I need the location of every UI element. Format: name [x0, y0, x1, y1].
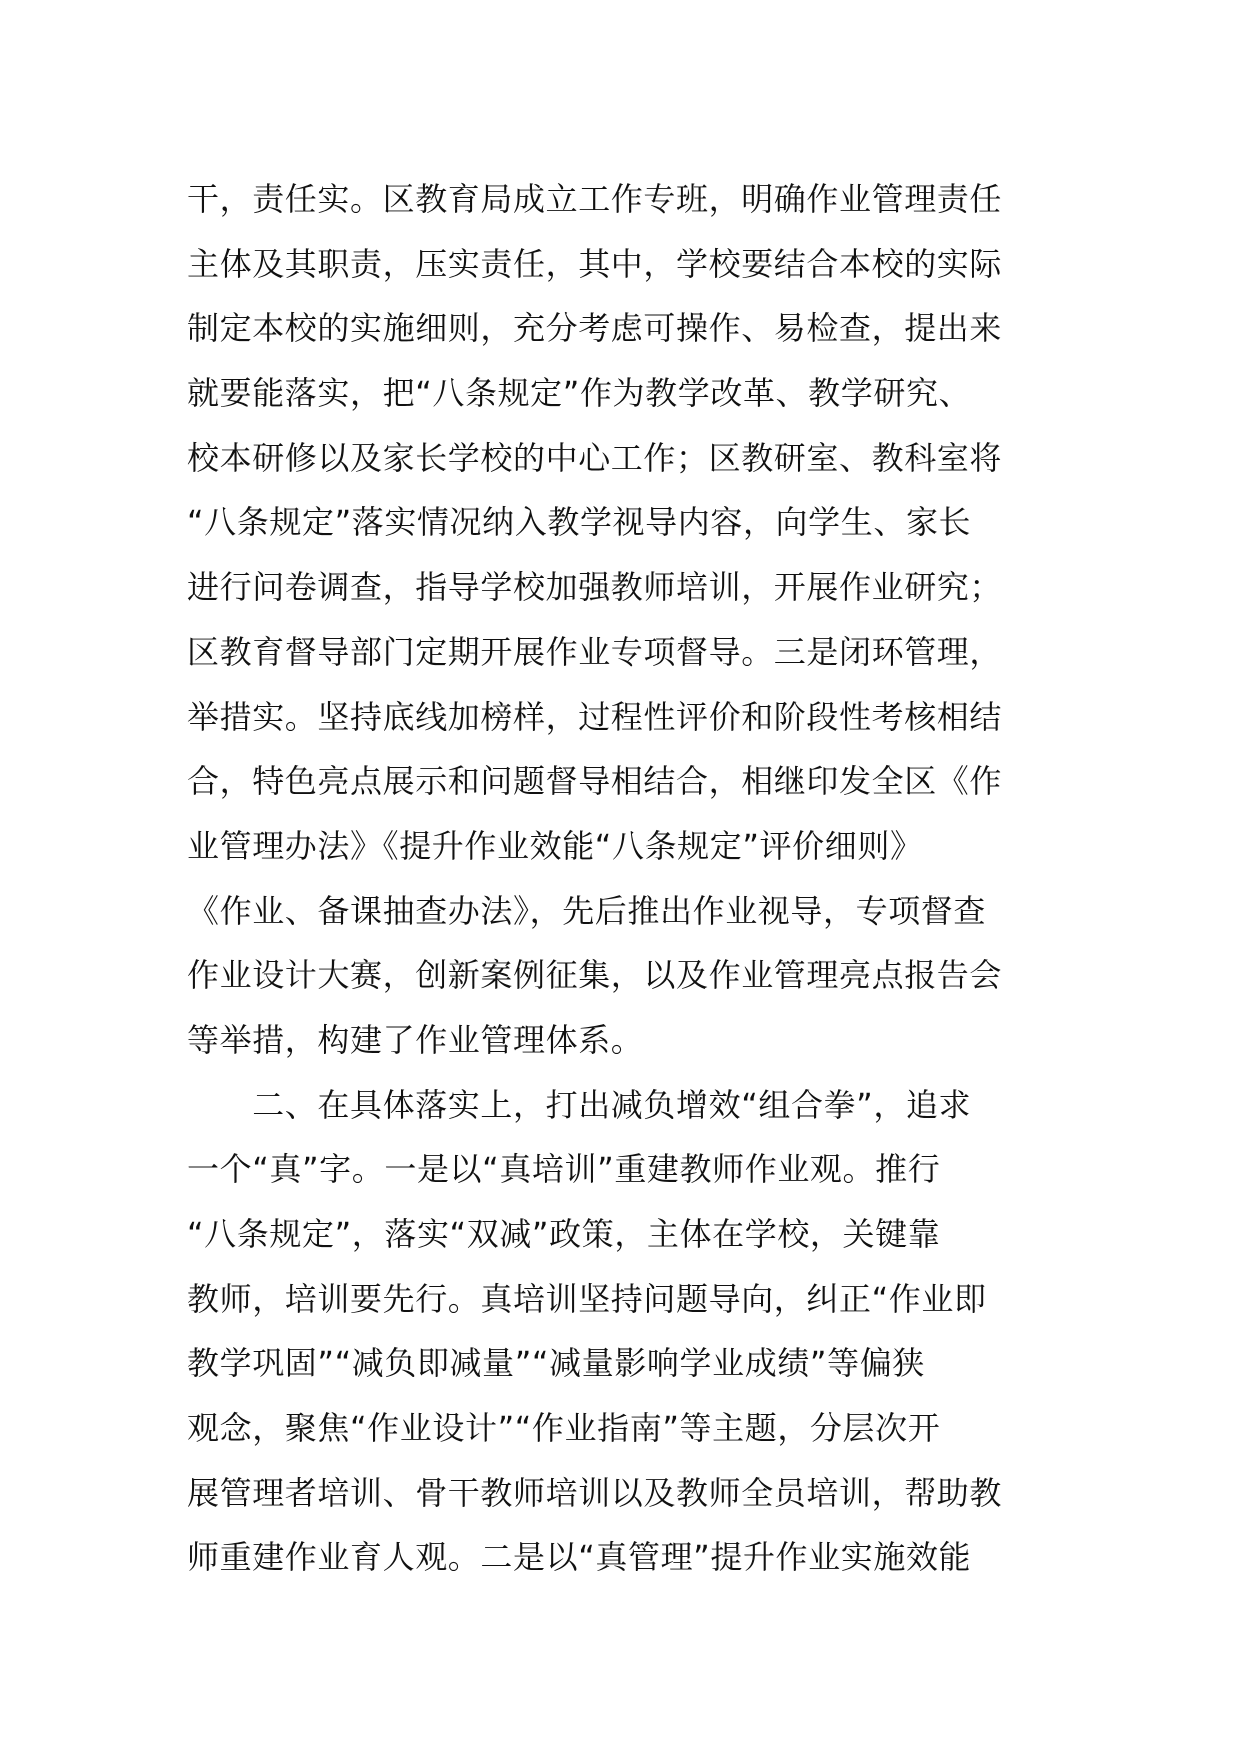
- text-line: 观念，聚焦“作业设计”“作业指南”等主题，分层次开: [187, 1409, 941, 1448]
- body-text: [187, 167, 1067, 1590]
- text-line: 等举措，构建了作业管理体系。: [187, 1020, 644, 1059]
- text-line: “八条规定”，落实“双减”政策，主体在学校，关键靠: [187, 1215, 941, 1253]
- paragraph-start-line: 二、在具体落实上，打出减负增效“组合拳”，追求: [187, 1085, 972, 1124]
- text-line: “八条规定”落实情况纳入教学视导内容，向学生、家长: [187, 503, 972, 542]
- text-line: 就要能落实，把“八条规定”作为教学改革、教学研究、: [187, 374, 972, 413]
- text-line: 进行问卷调查，指导学校加强教师培训，开展作业研究；: [187, 568, 1003, 607]
- text-line: 干，责任实。区教育局成立工作专班，明确作业管理责任: [187, 180, 1003, 218]
- text-line: 教学巩固”“减负即减量”“减量影响学业成绩”等偏狭: [187, 1344, 925, 1383]
- text-line: 主体及其职责，压实责任，其中，学校要结合本校的实际: [187, 244, 1003, 283]
- text-line: 合，特色亮点展示和问题督导相结合，相继印发全区《作: [187, 762, 1003, 801]
- text-line: 举措实。坚持底线加榜样，过程性评价和阶段性考核相结: [187, 697, 1003, 736]
- text-line: 《作业、备课抽查办法》，先后推出作业视导，专项督查: [187, 891, 987, 930]
- text-line: 展管理者培训、骨干教师培训以及教师全员培训，帮助教: [187, 1473, 1003, 1512]
- text-line: 教师，培训要先行。真培训坚持问题导向，纠正“作业即: [187, 1279, 987, 1318]
- text-line: 制定本校的实施细则，充分考虑可操作、易检查，提出来: [187, 309, 1003, 348]
- text-line: 作业设计大赛，创新案例征集，以及作业管理亮点报告会: [187, 956, 1003, 995]
- text-line: 师重建作业育人观。二是以“真管理”提升作业实施效能: [187, 1538, 972, 1577]
- text-line: 校本研修以及家长学校的中心工作；区教研室、教科室将: [187, 438, 1003, 477]
- text-line: 一个“真”字。一是以“真培训”重建教师作业观。推行: [187, 1150, 941, 1189]
- text-line: 业管理办法》《提升作业效能“八条规定”评价细则》: [187, 826, 923, 865]
- text-line: 区教育督导部门定期开展作业专项督导。三是闭环管理，: [187, 632, 1003, 671]
